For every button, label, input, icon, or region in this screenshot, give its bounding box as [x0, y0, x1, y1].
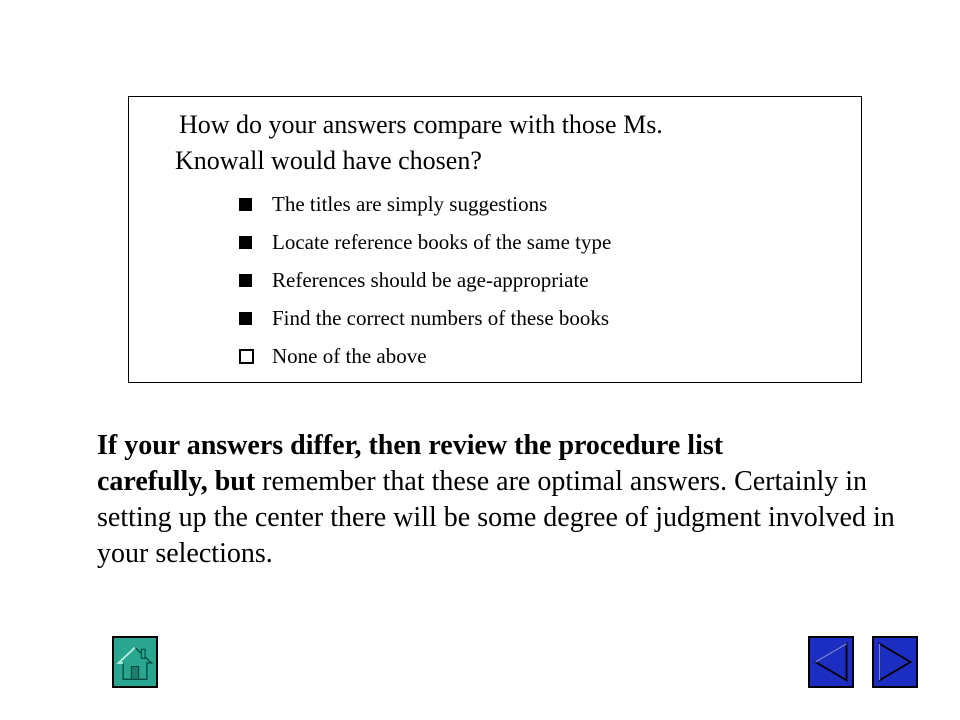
feedback-bold-1: If your answers differ, then review the procedure list	[97, 430, 724, 461]
house-icon	[114, 638, 156, 686]
option-label: References should be age-appropriate	[272, 267, 589, 292]
triangle-right-icon	[874, 638, 916, 686]
option-item[interactable]	[239, 299, 611, 337]
option-item[interactable]	[239, 185, 611, 223]
answer-options-list	[239, 185, 611, 375]
feedback-bold-2: carefully, but	[97, 466, 256, 497]
option-item[interactable]	[239, 337, 611, 375]
option-label: None of the above	[272, 343, 427, 368]
option-item[interactable]	[239, 261, 611, 299]
checked-square-icon[interactable]	[239, 236, 252, 249]
checked-square-icon[interactable]	[239, 198, 252, 211]
option-label: Locate reference books of the same type	[272, 229, 612, 254]
back-button[interactable]	[808, 636, 854, 688]
feedback-text	[97, 428, 907, 572]
feedback-normal: remember that these are optimal answers. Certainly in setting up the center there will be some degree of judgment involved in your selections.	[97, 466, 895, 569]
next-button[interactable]	[872, 636, 918, 688]
triangle-left-icon	[810, 638, 852, 686]
question-line-1: How do your answers compare with those Ms.	[179, 110, 663, 139]
checked-square-icon[interactable]	[239, 274, 252, 287]
option-item[interactable]	[239, 223, 611, 261]
question-text	[175, 107, 815, 179]
unchecked-square-icon[interactable]	[239, 349, 254, 364]
option-label: The titles are simply suggestions	[272, 191, 548, 216]
question-line-2: Knowall would have chosen?	[175, 146, 482, 175]
home-button[interactable]	[112, 636, 158, 688]
option-label: Find the correct numbers of these books	[272, 305, 610, 330]
question-box	[128, 96, 862, 383]
checked-square-icon[interactable]	[239, 312, 252, 325]
